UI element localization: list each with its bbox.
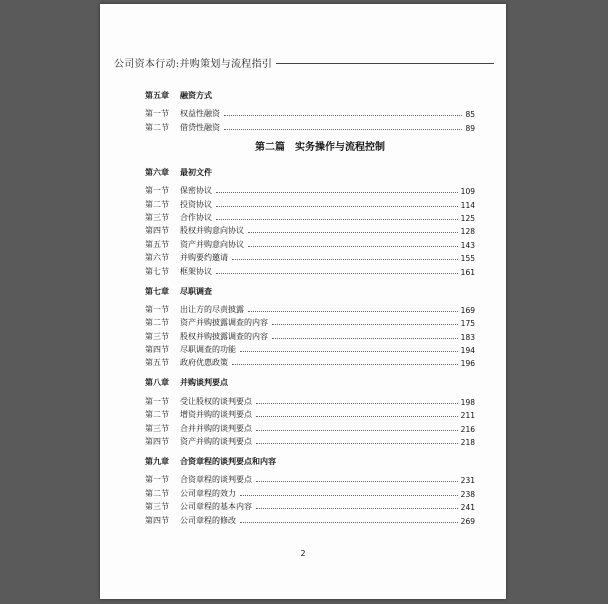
section-number: 第三节 — [145, 331, 169, 341]
section-page-number: 198 — [460, 397, 475, 407]
chapter-number: 第七章 — [145, 285, 169, 296]
dot-leader — [240, 351, 458, 352]
section-number: 第三节 — [145, 502, 169, 512]
section-title: 框架协议 — [180, 266, 212, 276]
toc-entry — [145, 263, 475, 276]
dot-leader — [224, 115, 462, 116]
section-title: 合作协议 — [180, 212, 212, 222]
header-rule — [276, 63, 494, 64]
dot-leader — [240, 522, 458, 523]
dot-leader — [248, 232, 458, 233]
section-number: 第三节 — [145, 423, 169, 433]
toc-entry — [145, 183, 475, 196]
section-page-number: 109 — [460, 187, 475, 197]
chapter-title: 合资章程的谈判要点和内容 — [180, 456, 276, 467]
table-of-contents — [145, 88, 475, 526]
toc-entry — [145, 434, 475, 447]
page-number: 2 — [300, 549, 306, 558]
dot-leader — [232, 259, 458, 260]
section-page-number: 125 — [460, 213, 475, 223]
section-page-number: 216 — [460, 424, 475, 434]
section-number: 第一节 — [145, 475, 169, 485]
dot-leader — [240, 495, 458, 496]
section-title: 增资并购的谈判要点 — [180, 410, 252, 420]
section-title: 资产并购披露调查的内容 — [180, 318, 268, 328]
toc-chapter-heading — [145, 284, 475, 298]
section-number: 第一节 — [145, 304, 169, 314]
section-page-number: 269 — [460, 516, 475, 526]
toc-entry — [145, 210, 475, 223]
header-title: 公司资本行动:并购策划与流程指引 — [114, 58, 273, 70]
dot-leader — [256, 430, 458, 431]
section-page-number: 183 — [460, 332, 475, 342]
section-number: 第四节 — [145, 437, 169, 447]
section-page-number: 194 — [460, 346, 475, 356]
toc-entry — [145, 328, 475, 341]
toc-chapter-heading — [145, 454, 475, 468]
document-page — [100, 4, 506, 599]
section-title: 投资协议 — [180, 199, 212, 209]
chapter-title: 融资方式 — [180, 90, 212, 100]
section-title: 合并并购的谈判要点 — [180, 423, 252, 433]
section-title: 并购要约邀请 — [180, 253, 228, 263]
section-page-number: 169 — [460, 305, 475, 315]
section-title: 受让股权的谈判要点 — [180, 396, 252, 406]
section-title: 资产并购的谈判要点 — [180, 437, 252, 447]
section-title: 权益性融资 — [180, 109, 220, 119]
section-title: 合资章程的谈判要点 — [180, 475, 252, 485]
dot-leader — [256, 508, 458, 509]
section-page-number: 114 — [460, 200, 475, 210]
chapter-title: 最初文件 — [180, 166, 212, 177]
section-title: 尽职调查的功能 — [180, 345, 236, 355]
dot-leader — [216, 219, 458, 220]
dot-leader — [248, 311, 458, 312]
section-page-number: 211 — [460, 411, 475, 421]
section-number: 第七节 — [145, 266, 169, 276]
dot-leader — [216, 273, 458, 274]
dot-leader — [272, 338, 458, 339]
toc-entry — [145, 196, 475, 209]
section-number: 第四节 — [145, 226, 169, 236]
section-number: 第五节 — [145, 239, 169, 249]
toc-entry — [145, 250, 475, 263]
section-title: 保密协议 — [180, 186, 212, 196]
toc-entry — [145, 315, 475, 328]
section-page-number: 161 — [460, 267, 475, 277]
chapter-number: 第八章 — [145, 377, 169, 388]
dot-leader — [256, 416, 458, 417]
section-title: 公司章程的修改 — [180, 515, 236, 525]
toc-entry — [145, 342, 475, 355]
toc-chapter-heading — [145, 375, 475, 389]
section-page-number: 155 — [460, 254, 475, 264]
section-number: 第五节 — [145, 358, 169, 368]
section-page-number: 241 — [460, 503, 475, 513]
section-page-number: 128 — [460, 227, 475, 237]
section-number: 第二节 — [145, 199, 169, 209]
section-title: 出让方的尽责披露 — [180, 304, 244, 314]
dot-leader — [272, 324, 458, 325]
chapter-number: 第九章 — [145, 456, 169, 467]
section-number: 第二节 — [145, 318, 169, 328]
section-title: 借贷性融资 — [180, 122, 220, 132]
toc-chapter-heading — [145, 88, 475, 102]
dot-leader — [256, 481, 458, 482]
section-title: 公司章程的效力 — [180, 488, 236, 498]
section-title: 股权并购披露调查的内容 — [180, 331, 268, 341]
dot-leader — [216, 192, 458, 193]
section-page-number: 218 — [460, 438, 475, 448]
section-number: 第一节 — [145, 396, 169, 406]
section-page-number: 89 — [465, 123, 475, 133]
chapter-number: 第六章 — [145, 166, 169, 177]
toc-entry — [145, 472, 475, 485]
section-title: 资产并购意向协议 — [180, 239, 244, 249]
toc-entry — [145, 499, 475, 512]
section-number: 第四节 — [145, 345, 169, 355]
dot-leader — [256, 443, 458, 444]
dot-leader — [216, 206, 458, 207]
section-page-number: 85 — [465, 110, 475, 120]
section-page-number: 231 — [460, 476, 475, 486]
section-page-number: 196 — [460, 359, 475, 369]
toc-entry — [145, 393, 475, 406]
toc-entry — [145, 355, 475, 368]
dot-leader — [248, 246, 458, 247]
toc-entry — [145, 512, 475, 525]
toc-entry — [145, 485, 475, 498]
toc-part-heading: 第二篇 实务操作与流程控制 — [255, 141, 385, 153]
dot-leader — [232, 364, 458, 365]
dot-leader — [224, 129, 462, 130]
section-number: 第六节 — [145, 253, 169, 263]
section-page-number: 175 — [460, 319, 475, 329]
section-number: 第二节 — [145, 410, 169, 420]
dot-leader — [256, 403, 458, 404]
section-number: 第四节 — [145, 515, 169, 525]
section-title: 股权并购意向协议 — [180, 226, 244, 236]
toc-entry — [145, 223, 475, 236]
section-title: 政府优惠政策 — [180, 358, 228, 368]
section-title: 公司章程的基本内容 — [180, 502, 252, 512]
section-page-number: 143 — [460, 240, 475, 250]
running-header — [114, 55, 494, 69]
toc-entry — [145, 119, 475, 132]
section-number: 第一节 — [145, 109, 169, 119]
chapter-title: 尽职调查 — [180, 285, 212, 296]
toc-chapter-heading — [145, 165, 475, 179]
toc-entry — [145, 407, 475, 420]
section-number: 第二节 — [145, 122, 169, 132]
toc-entry — [145, 302, 475, 315]
section-number: 第三节 — [145, 212, 169, 222]
chapter-title: 并购谈判要点 — [180, 377, 228, 388]
toc-entry — [145, 420, 475, 433]
section-number: 第二节 — [145, 488, 169, 498]
section-number: 第一节 — [145, 186, 169, 196]
toc-entry — [145, 236, 475, 249]
toc-entry — [145, 106, 475, 119]
section-page-number: 238 — [460, 489, 475, 499]
chapter-number: 第五章 — [145, 90, 169, 100]
